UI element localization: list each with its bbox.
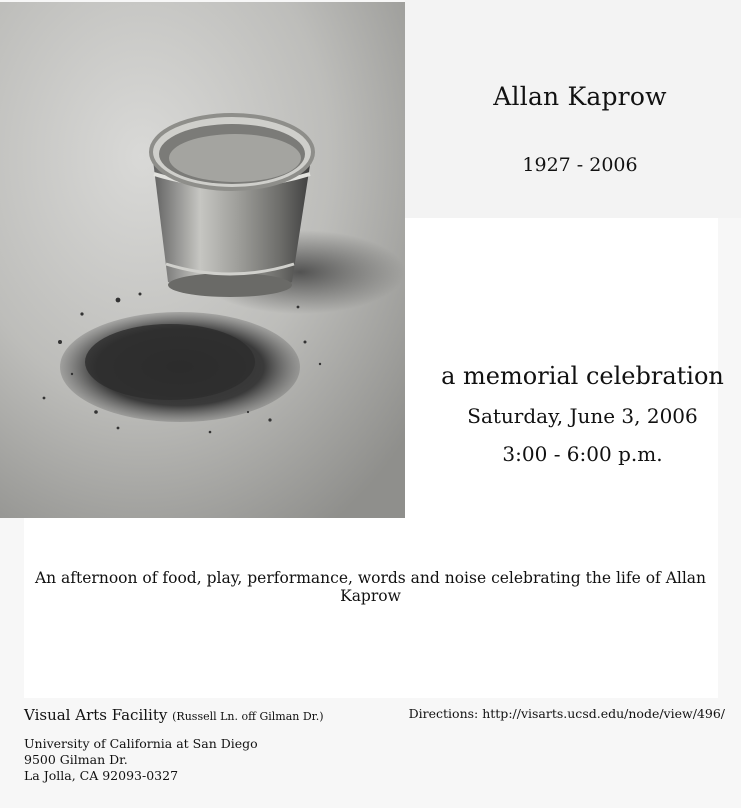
venue-name: Visual Arts Facility xyxy=(24,706,168,724)
venue-note: (Russell Ln. off Gilman Dr.) xyxy=(172,710,324,723)
address-line-1: University of California at San Diego xyxy=(24,736,258,751)
event-date: Saturday, June 3, 2006 xyxy=(467,404,698,428)
honoree-name: Allan Kaprow xyxy=(493,82,667,111)
venue-line xyxy=(24,706,324,724)
directions-link[interactable]: Directions: http://visarts.ucsd.edu/node/view/496/ xyxy=(408,706,725,721)
address-line-2: 9500 Gilman Dr. xyxy=(24,752,128,767)
description-band xyxy=(24,518,718,698)
event-time: 3:00 - 6:00 p.m. xyxy=(502,442,663,466)
event-description: An afternoon of food, play, performance, words and noise celebrating the life of Allan Kaprow xyxy=(34,569,707,605)
bucket-and-dirt-photo xyxy=(0,2,405,518)
event-title: a memorial celebration xyxy=(441,362,724,390)
address-line-3: La Jolla, CA 92093-0327 xyxy=(24,768,179,783)
lifespan: 1927 - 2006 xyxy=(522,154,638,176)
